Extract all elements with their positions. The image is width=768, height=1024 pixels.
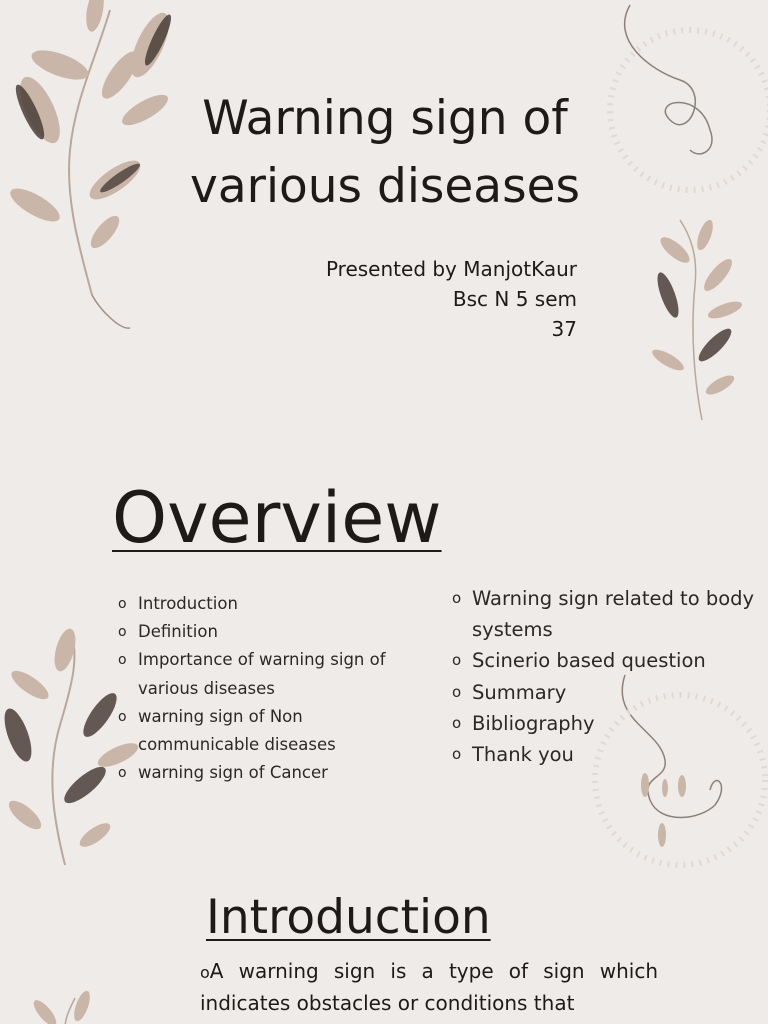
- title-slide: [0, 0, 768, 430]
- list-item-text: Definition: [138, 622, 218, 642]
- bullet-icon: o: [200, 963, 210, 982]
- introduction-paragraph: [200, 956, 658, 1018]
- list-item: [118, 759, 418, 787]
- presenter-roll: 37: [551, 317, 577, 341]
- bullet-icon: o: [118, 652, 127, 669]
- list-item-text: Scinerio based question: [472, 649, 706, 673]
- presenter-name: Presented by ManjotKaur: [325, 257, 577, 281]
- bullet-icon: o: [452, 589, 462, 607]
- list-item: [452, 645, 768, 676]
- leaf-branch-icon: [640, 215, 750, 425]
- overview-heading: Overview: [112, 477, 442, 559]
- list-item-text: Summary: [472, 680, 567, 704]
- bullet-icon: o: [118, 765, 127, 782]
- list-item: [452, 677, 768, 708]
- presenter-info: [326, 254, 577, 344]
- presenter-course: Bsc N 5 sem: [452, 287, 577, 311]
- list-item: [452, 583, 768, 645]
- presentation-title: [150, 85, 620, 221]
- list-item-text: Thank you: [472, 743, 574, 767]
- list-item: [452, 708, 768, 739]
- list-item-text: Importance of warning sign of various diseases: [138, 650, 386, 698]
- introduction-heading: Introduction: [206, 890, 491, 945]
- title-line: various diseases: [190, 159, 580, 214]
- list-item-text: Introduction: [138, 594, 238, 613]
- list-item-text: Bibliography: [472, 711, 595, 735]
- overview-list-right: [452, 583, 768, 770]
- bullet-icon: o: [452, 745, 462, 764]
- introduction-text: A warning sign is a type of sign which indicates obstacles or conditions that: [200, 959, 658, 1015]
- list-item: [118, 703, 418, 759]
- overview-slide: [0, 430, 768, 868]
- bullet-icon: o: [118, 596, 127, 612]
- bullet-icon: o: [118, 624, 127, 641]
- list-item: [118, 646, 418, 702]
- list-item-text: warning sign of Non communicable diseases: [138, 706, 336, 755]
- list-item: [452, 739, 768, 770]
- list-item-text: Warning sign related to body systems: [472, 587, 755, 642]
- overview-list-left: [118, 590, 418, 787]
- introduction-slide: [0, 868, 768, 1024]
- list-item: [118, 618, 418, 646]
- bullet-icon: o: [452, 682, 462, 701]
- bullet-icon: o: [452, 713, 462, 732]
- list-item-text: warning sign of Cancer: [138, 763, 328, 783]
- title-line: Warning sign of: [202, 91, 568, 146]
- leaf-branch-icon: [20, 988, 110, 1024]
- bullet-icon: o: [118, 708, 127, 725]
- bullet-icon: o: [452, 651, 462, 670]
- list-item: [118, 590, 418, 618]
